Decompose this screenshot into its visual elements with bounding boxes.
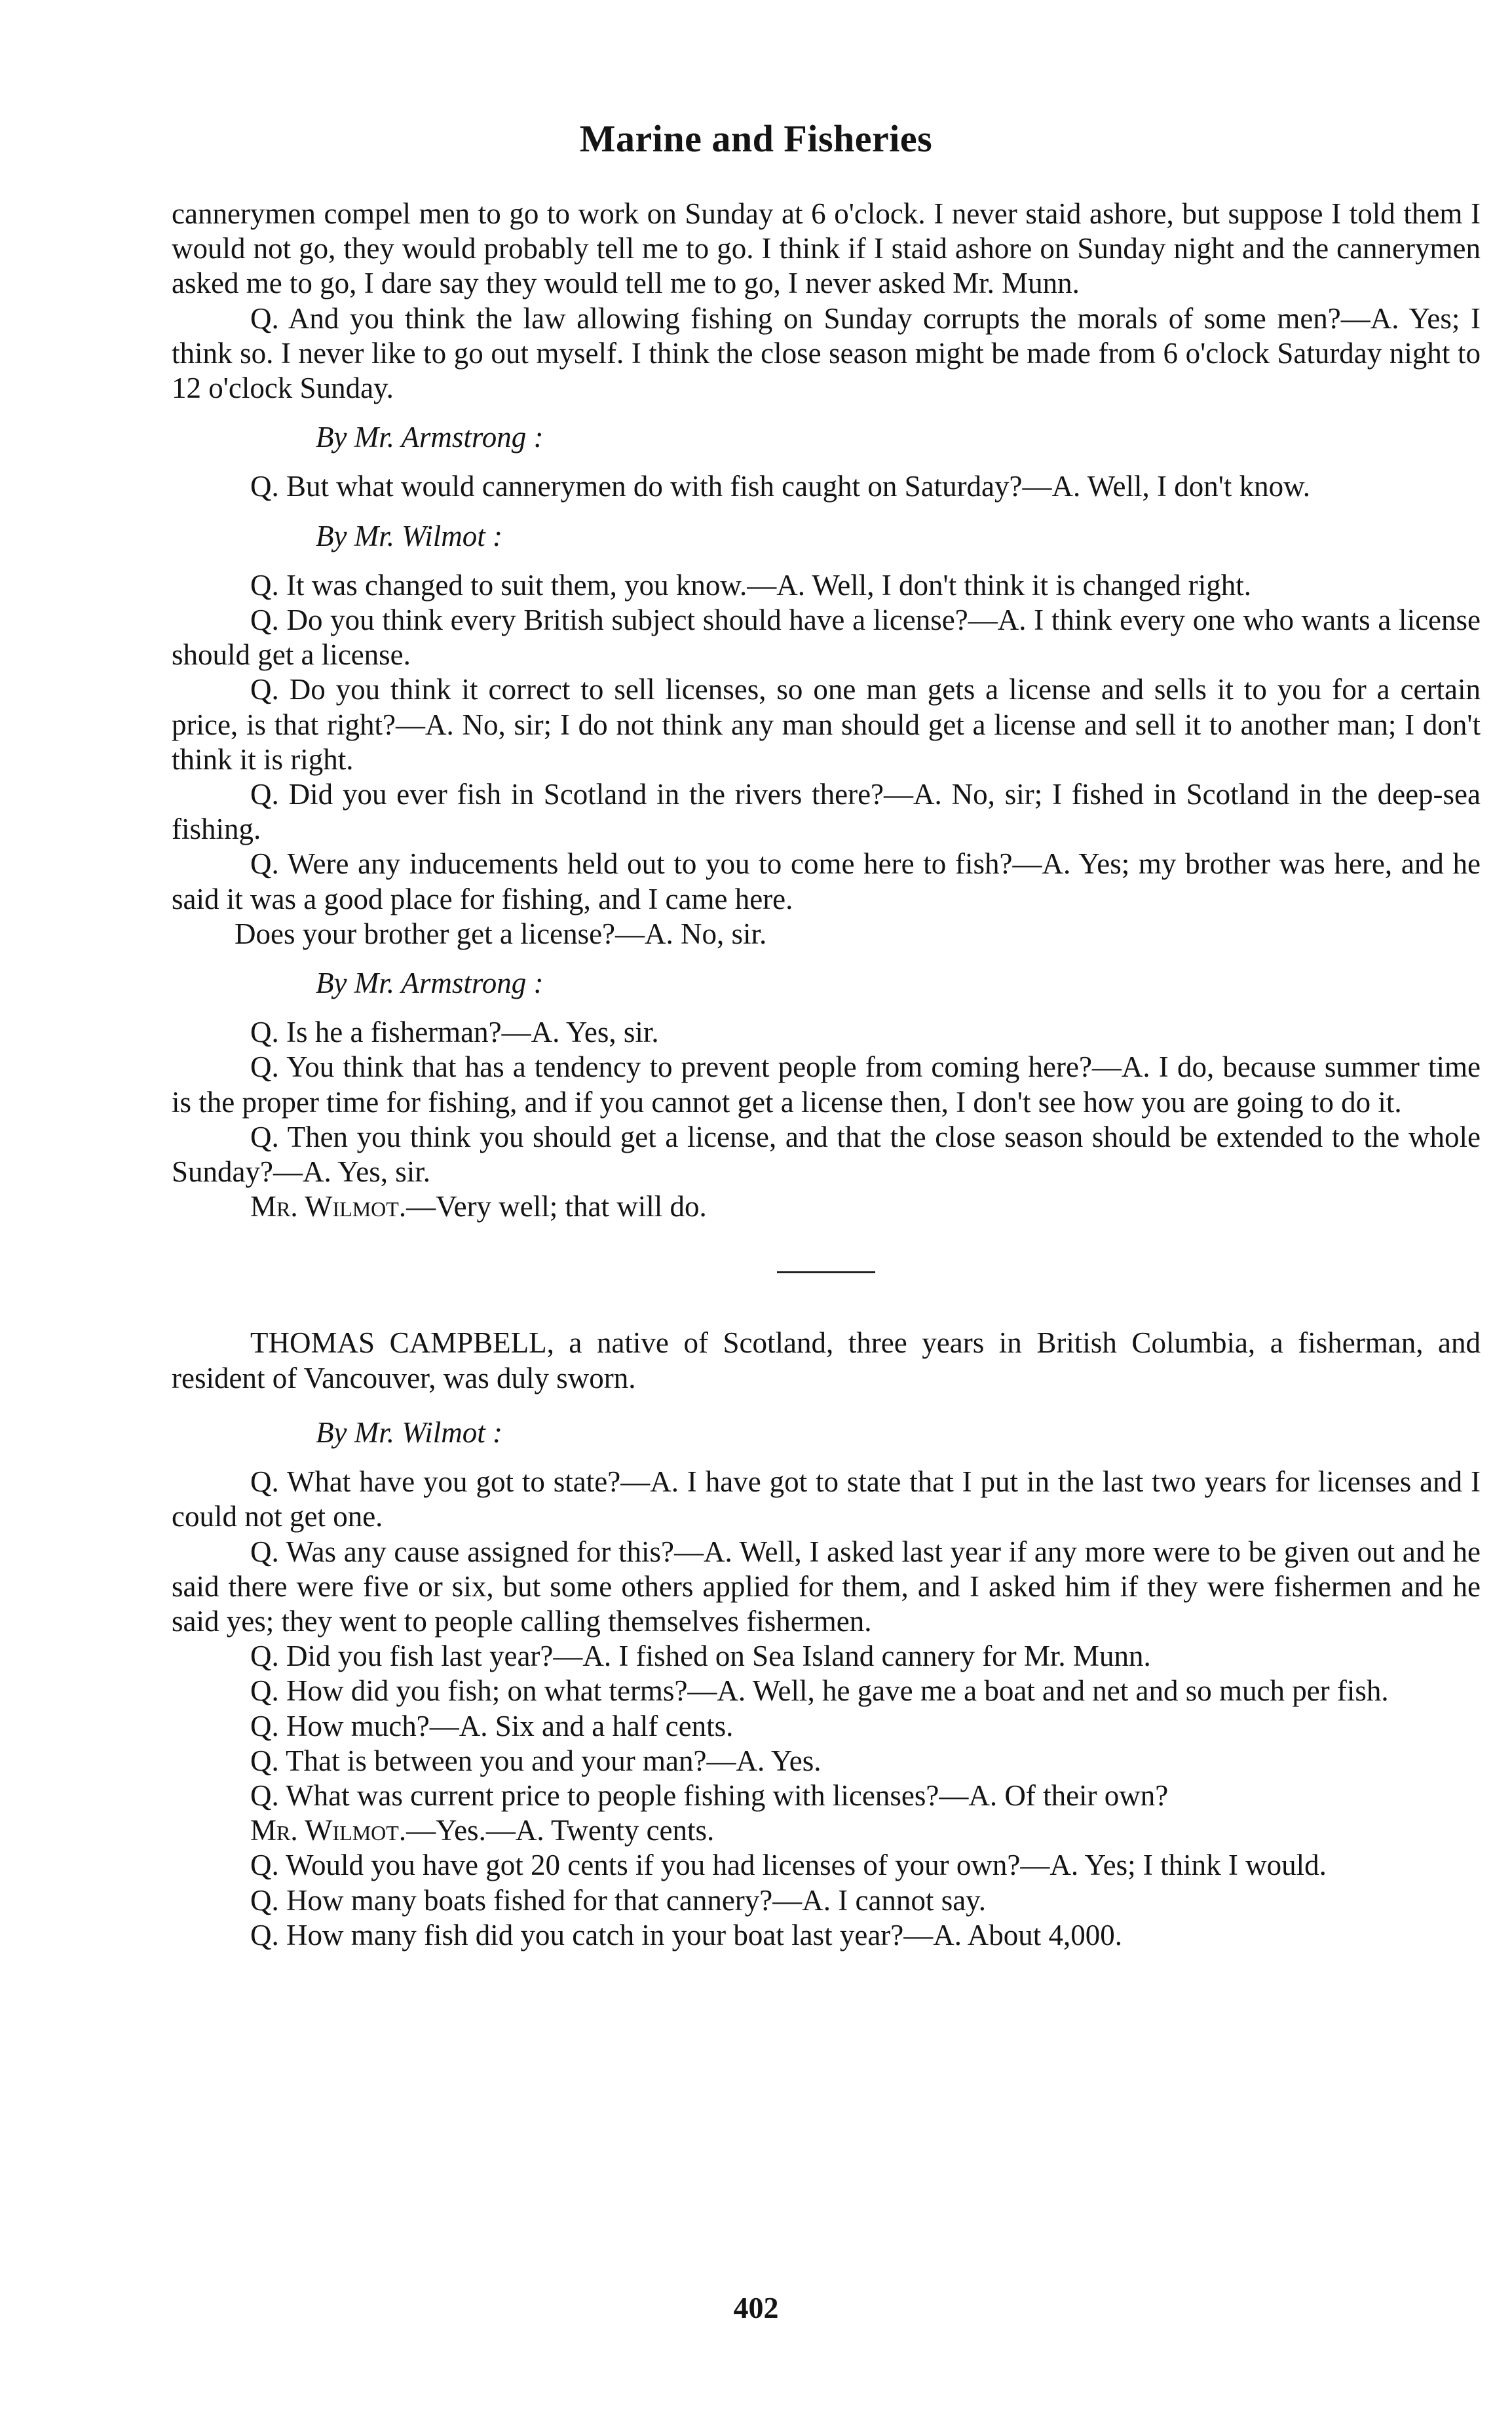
speaker-name: Mr. Wilmot. — [250, 1814, 407, 1847]
paragraph — [172, 1189, 1481, 1224]
examiner-heading: By Mr. Wilmot : — [316, 519, 502, 552]
paragraph: Q. How many boats fished for that cannery?—A. I cannot say. — [250, 1883, 987, 1917]
paragraph: Q. And you think the law allowing fishing on Sunday corrupts the morals of some men?—A. Yes; I think so. I never like to go out myself. I think the close season might be made from 6 o'clock Saturday night to 12 o'clock Sunday. — [172, 301, 1481, 405]
examiner-heading: By Mr. Wilmot : — [316, 1415, 502, 1449]
speaker-text: —Very well; that will do. — [406, 1190, 707, 1223]
paragraph: Q. But what would cannerymen do with fish caught on Saturday?—A. Well, I don't know. — [250, 470, 1310, 503]
paragraph: Q. Then you think you should get a license, and that the close season should be extended to the whole Sunday?—A. Yes, sir. — [172, 1120, 1481, 1189]
examiner-heading: By Mr. Armstrong : — [316, 421, 544, 454]
paragraph: Q. How many fish did you catch in your boat last year?—A. About 4,000. — [250, 1918, 1123, 1951]
paragraph: Q. That is between you and your man?—A. Yes. — [250, 1744, 822, 1777]
paragraph: Q. Is he a fisherman?—A. Yes, sir. — [250, 1016, 659, 1049]
paragraph: Does your brother get a license?—A. No, sir. — [235, 917, 767, 950]
section-divider — [777, 1271, 875, 1273]
document-body — [172, 197, 1481, 1953]
paragraph: Q. Do you think it correct to sell licenses, so one man gets a license and sells it to you for a certain price, is that right?—A. No, sir; I do not think any man should get a license and sell it to another man; I don't think it is right. — [172, 673, 1481, 776]
paragraph: Q. Were any inducements held out to you to come here to fish?—A. Yes; my brother was here, and he said it was a good place for fishing, and I came here. — [172, 847, 1481, 915]
paragraph: Q. Was any cause assigned for this?—A. Well, I asked last year if any more were to be given out and he said there were five or six, but some others applied for them, and I asked him if they were fishermen and he said yes; they went to people calling themselves fishermen. — [172, 1535, 1481, 1638]
paragraph — [172, 1813, 1481, 1848]
paragraph: Q. How much?—A. Six and a half cents. — [250, 1709, 734, 1742]
paragraph: Q. It was changed to suit them, you know.—A. Well, I don't think it is changed right. — [250, 568, 1252, 602]
paragraph: Q. Did you ever fish in Scotland in the rivers there?—A. No, sir; I fished in Scotland in the deep-sea fishing. — [172, 778, 1481, 846]
paragraph: Q. How did you fish; on what terms?—A. Well, he gave me a boat and net and so much per fish. — [250, 1674, 1389, 1708]
paragraph: Q. What was current price to people fishing with licenses?—A. Of their own? — [250, 1778, 1169, 1812]
page-number: 402 — [733, 2291, 779, 2324]
examiner-heading: By Mr. Armstrong : — [316, 967, 544, 1000]
paragraph: Q. Would you have got 20 cents if you had licenses of your own?—A. Yes; I think I would. — [250, 1849, 1327, 1882]
paragraph: cannerymen compel men to go to work on Sunday at 6 o'clock. I never staid ashore, but suppose I told them I would not go, they would probably tell me to go. I think if I staid ashore on Sunday night and the cannerymen asked me to go, I dare say they would tell me to go, I never asked Mr. Munn. — [172, 197, 1481, 300]
witness-intro: THOMAS CAMPBELL, a native of Scotland, three years in British Columbia, a fisherman, and resident of Vancouver, was duly sworn. — [172, 1326, 1481, 1394]
page-title: Marine and Fisheries — [579, 117, 933, 160]
speaker-text: —Yes.—A. Twenty cents. — [406, 1814, 715, 1847]
paragraph: Q. Do you think every British subject should have a license?—A. I think every one who wants a license should get a license. — [172, 604, 1481, 672]
speaker-name: Mr. Wilmot. — [250, 1190, 407, 1223]
paragraph: Q. Did you fish last year?—A. I fished on Sea Island cannery for Mr. Munn. — [250, 1640, 1151, 1673]
paragraph: Q. What have you got to state?—A. I have got to state that I put in the last two years for licenses and I could not get one. — [172, 1465, 1481, 1533]
paragraph: Q. You think that has a tendency to prevent people from coming here?—A. I do, because summer time is the proper time for fishing, and if you cannot get a license then, I don't see how you are going to do it. — [172, 1050, 1481, 1119]
